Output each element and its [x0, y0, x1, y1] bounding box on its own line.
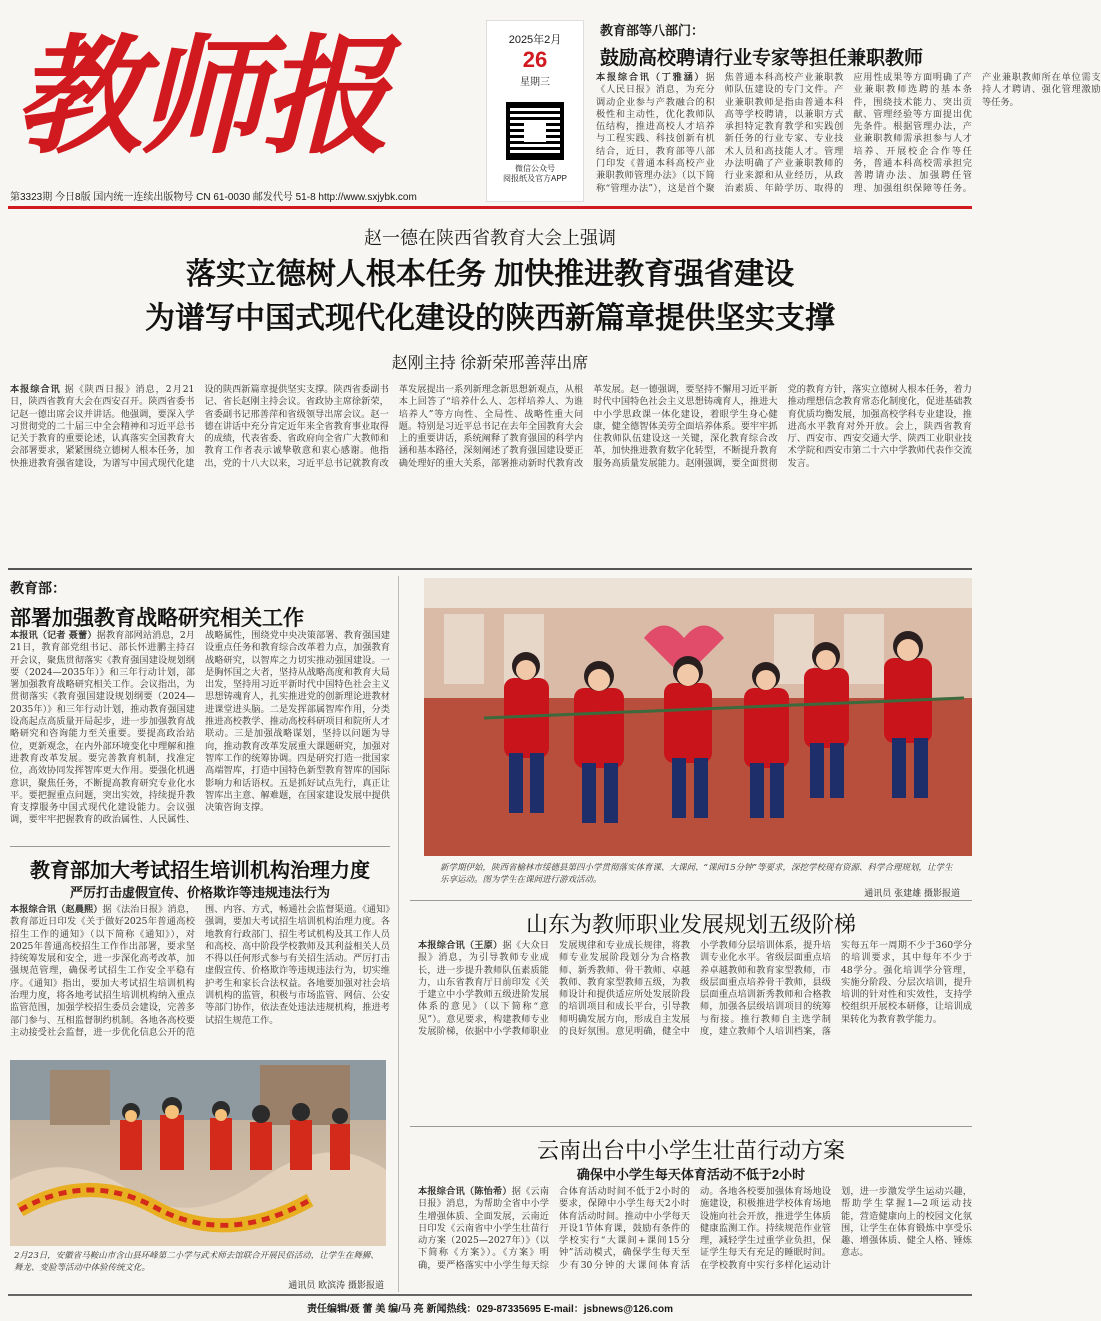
left-divider-1 [10, 846, 390, 847]
photo1-credit: 通讯员 张建雄 摄影报道 [864, 889, 960, 899]
footer-rule [8, 1294, 972, 1296]
shandong-body [418, 940, 972, 1122]
lead-kicker: 赵一德在陕西省教育大会上强调 [364, 228, 616, 248]
jybu-kicker: 教育部： [10, 580, 66, 596]
lead-text: 据《陕西日报》消息，2月21日，陕西省教育大会在西安召开。陕西省委书记赵一德出席会议并讲话。他强调，要深入学习贯彻党的二十届三中全会精神和习近平总书记关于教育的重要论述，认真落实全国教育大会部署要求，紧紧围绕立德树人根本任务，加快推进教育强省建设，为谱写中国式现代化建设的陕西新篇章提供坚实支撑。陕西省委副书记、省长赵刚主持会议。省政协主席徐新荣，省委副书记邢善萍和省级领导出席会议。赵一德在讲话中充分肯定近年来全省教育事业取得的成绩，代表省委、省政府向全省广大教师和教育工作者表示诚挚敬意和衷心感谢。他指出，党的十八大以来，习近平总书记就教育改革发展提出一系列新理念新思想新观点，从根本上回答了“培养什么人、怎样培养人、为谁培养人”等方向性、全局性、战略性重大问题。特别是习近平总书记在去年全国教育大会上的重要讲话，系统阐释了教育强国的科学内涵和基本路径，深刻阐述了教育强国建设要正确处理好的重大关系，部署推动新时代教育改革发展。赵一德强调，要坚持不懈用习近平新时代中国特色社会主义思想铸魂育人，推进大中小学思政课一体化建设，着眼学生身心健康，健全德智体美劳全面培养体系。要牢牢抓住教师队伍建设这一关键，深化教育综合改革，加快推进教育数字化转型，不断提升教育服务高质量发展能力。赵刚强调，要全面贯彻党的教育方针，落实立德树人根本任务，着力推动理想信念教育常态化制度化，促进基础教育优质均衡发展，加强高校学科专业建设，推进高水平教育对外开放。会上，陕西省教育厅、西安市、西安交通大学、陕西工业职业技术学院和西安市第二十六中学教师代表作交流发言。 [10, 384, 972, 469]
date-day: 26 [522, 47, 548, 72]
shandong-byline: 本报综合讯（王原） [418, 940, 503, 951]
lead-subhead: 赵刚主持 徐新荣邢善萍出席 [391, 355, 589, 372]
lead-headline-1[interactable]: 落实立德树人根本任务 加快推进教育强省建设 [185, 258, 795, 291]
qr-caption: 微信公众号 阅报纸及官方APP [502, 164, 567, 183]
date-weekday: 星期三 [520, 77, 550, 88]
date-box [486, 20, 584, 202]
photo-dragon-dance [10, 1060, 386, 1246]
kaoshi-byline: 本报综合讯（赵晨熙） [10, 904, 103, 915]
right-divider-2 [410, 1126, 972, 1127]
photo1-caption: 新学期伊始，陕西省榆林市绥德县第四小学贯彻落实体育课、大课间、“课间15分钟”等要求，深挖学校现有资源、科学合理规划，让学生乐享运动。图为学生在课间进行游戏活动。 [440, 863, 953, 885]
kaoshi-title[interactable]: 教育部加大考试招生培训机构治理力度 [30, 860, 370, 882]
yunnan-byline: 本报综合讯（陈怡希） [418, 1186, 512, 1197]
right-divider-1 [410, 900, 972, 901]
photo2-credit: 通讯员 欧滨涛 摄影报道 [288, 1281, 384, 1291]
jybu-byline: 本报讯（记者 聂蕾） [10, 630, 97, 641]
photo-school-game-image [424, 578, 972, 856]
article-byline: 本报综合讯（丁雅涵） [596, 72, 706, 83]
masthead-divider [8, 206, 972, 209]
jybu-text: 据教育部网站消息，2月21日，教育部党组书记、部长怀进鹏主持召开会议，聚焦贯彻落实《教育强国建设规划纲要（2024—2035年）》和三年行动计划，部署加强教育战略研究相关工作。会议指出，为贯彻落实《教育强国建设规划纲要（2024—2035年）》和三年行动计划，推动教育强国建设高起点高质量开局起步，进一步加强教育战略研究和咨询能力至关重要。要提高政治站位，更新观念，在内外部环境变化中理解和推进教育改革发展。要完善教育机制，找准定位，高效协同发挥智库更大作用。要强化机遇意识，聚焦任务，不断提高教育研究专业化水平。要把握重点问题，突出实效，持续提升教育支撑服务中国式现代化建设能力。会议强调，要牢牢把握教育的政治属性、人民属性、战略属性，围绕党中央决策部署、教育强国建设重点任务和教育综合改革着力点，加强教育战略研究，以智库之力切实推动强国建设。一是胸怀国之大者，坚持从战略高度和教育大局出发，坚持用习近平新时代中国特色社会主义思想铸魂育人，扎实推进党的创新理论进教材进课堂进头脑。二是发挥部属智库作用，分类推进高校教学、推动高校科研项目和院所人才联动。三是加强战略谋划，坚持以问题为导向，推动教育改革发展重大课题研究，加强对智库工作的统筹协调。四是研究打造一批国家高端智库，打造中国特色新型教育智库的国际影响力和话语权。五是抓好试点先行，真正让智库出主意、解难题，在国家建设发展中提供决策咨询支撑。 [10, 630, 390, 826]
section-divider [8, 568, 972, 570]
kaoshi-text: 据《法治日报》消息，教育部近日印发《关于做好2025年普通高校招生工作的通知》（以下简称《通知》），对2025年普通高校招生工作作出部署，要求坚持统筹发展和安全，进一步深化高考改革，加强规范管理，确保考试招生工作安全平稳有序。《通知》指出，要加大考试招生培训机构治理力度，将各地考试招生培训机构纳入重点监管范围，加强学校招生委员会建设，完善多部门参与、互相监督制约机制。各地各高校要主动接受社会监督，进一步优化信息公开的范围、内容、方式，畅通社会监督渠道。《通知》强调，要加大考试招生培训机构治理力度。各地教育行政部门、招生考试机构及其工作人员和高校、高中阶段学校教师及其利益相关人员不得以任何形式参与有关招生活动。严厉打击虚假宣传、价格欺诈等违规违法行为，切实维护考生和家长合法权益。各地要加强对社会培训机构的监管，积极与市场监管、网信、公安等部门协作，依法查处违法违规机构，推进考试招生规范工作。 [10, 904, 390, 1038]
lead-byline: 本报综合讯 [10, 384, 61, 395]
yunnan-title[interactable]: 云南出台中小学生壮苗行动方案 [536, 1138, 845, 1163]
qr-code-icon[interactable] [506, 102, 564, 160]
article-kicker: 教育部等八部门： [600, 23, 705, 38]
yunnan-text: 据《云南日报》消息，为帮助全省中小学生增强体质、全面发展，云南近日印发《云南省中小学生壮苗行动方案（2025—2027年）》（以下简称《方案》）。《方案》明确，要严格落实中小学生每天综合体育活动时间不低于2小时的要求，保障中小学生每天2小时体育活动时间。推动中小学每天开设1节体育课，鼓励有条件的学校实行“大课间+课间15分钟”活动模式，确保学生每天至少有30分钟的大课间体育活动。各地各校要加强体育场地设施建设，积极推进学校体育场地设施向社会开放，推进学生体质健康监测工作。持续规范作业管理，减轻学生过重学业负担，保证学生每天有充足的睡眠时间。在学校教育中实行多样化运动计划，进一步激发学生运动兴趣，帮助学生掌握1—2项运动技能，营造健康向上的校园文化氛围，让学生在体育锻炼中享受乐趣、增强体质、健全人格、锤炼意志。 [418, 1186, 972, 1271]
jybu-head [10, 578, 390, 632]
shandong-title[interactable]: 山东为教师职业发展规划五级阶梯 [525, 912, 856, 937]
yunnan-subtitle: 确保中小学生每天体育活动不低于2小时 [576, 1167, 806, 1182]
issue-info-line: 第3323期 今日8版 国内统一连续出版物号 CN 61-0030 邮发代号 51-8 http://www.sxjybk.com [10, 192, 417, 203]
lead-kicker-wrap [0, 224, 980, 250]
masthead-logo: 教师报 [14, 22, 387, 172]
kaoshi-subtitle: 严厉打击虚假宣传、价格欺诈等违规违法行为 [69, 885, 330, 900]
article-title[interactable]: 鼓励高校聘请行业专家等担任兼职教师 [600, 48, 924, 69]
jybu-body [10, 630, 390, 840]
photo-school-game [424, 578, 972, 856]
lead-headline-2[interactable]: 为谱写中国式现代化建设的陕西新篇章提供坚实支撑 [145, 302, 835, 335]
photo2-caption: 2月23日，安徽省马鞍山市含山县环峰第二小学与武术师去馆联合开展民俗活动，让学生在舞狮、舞龙、变脸等活动中体验传统文化。 [14, 1251, 379, 1273]
article-body [596, 72, 1101, 200]
footer-credits: 责任编辑/聂 蕾 美 编/马 亮 新闻热线：029-87335695 E-mail：jsbnews@126.com [307, 1304, 673, 1315]
shandong-text: 据《大众日报》消息，为引导教师专业成长，进一步提升教师队伍素质能力，山东省教育厅日前印发《关于建立中小学教师五级进阶发展体系的意见》（以下简称“意见”）。意见要求，构建教师专业发展阶梯，依据中小学教师职业发展规律和专业成长规律，将教师专业发展阶段划分为合格教师、新秀教师、骨干教师、卓越教师、教育家型教师五级，为教师设计和提供适应所处发展阶段的培训项目和成长平台，引导教师明确发展方向，形成自主发展的良好氛围。意见明确，健全中小学教师分层培训体系，提升培训专业化水平。省级层面重点培养卓越教师和教育家型教师，市级层面重点培养骨干教师，县级层面重点培训新秀教师和合格教师，加强各层级培训项目的统筹与衔接。推行教师自主选学制度，建立教师个人培训档案，落实每五年一周期不少于360学分的培训要求，其中每年不少于48学分。强化培训学分管理，实施分阶段、分层次培训，提升培训的针对性和实效性，支持学校组织开展校本研修，让培训成果转化为教育教学能力。 [418, 940, 972, 1038]
article-text: 据《人民日报》消息，为充分调动企业参与产教融合的积极性和主动性，优化教师队伍结构，推进高校人才培养与工程实践、科技创新有机结合，近日，教育部等八部门印发《普通本科高校产业兼职教师管理办法》（以下简称“管理办法”），这是首个聚焦普通本科高校产业兼职教师队伍建设的专门文件。产业兼职教师是指由普通本科高等学校聘请，以兼职方式承担特定教育教学和实践创新任务的行业专家、专业技术人员和高技能人才。管理办法明确了产业兼职教师的行业来源和从业经历，从政治素质、年龄学历、取得的应用性成果等方面明确了产业兼职教师选聘的基本条件，围绕技术能力、突出贡献、管理经验等方面提出优先条件。根据管理办法，产业兼职教师需承担参与人才培养、开展校企合作等任务，普通本科高校需承担完善聘请办法、加强聘任管理、加强组织保障等任务。产业兼职教师所在单位需支持人才聘请、强化管理激励等任务。 [596, 72, 1101, 194]
photo-dragon-dance-image [10, 1060, 386, 1246]
date-year-month: 2025年2月 [508, 34, 562, 46]
kaoshi-body [10, 904, 390, 1054]
yunnan-body [418, 1186, 972, 1290]
jybu-title[interactable]: 部署加强教育战略研究相关工作 [10, 607, 304, 630]
lead-body [10, 384, 972, 560]
top-right-article [600, 20, 970, 70]
column-divider [398, 576, 399, 1292]
